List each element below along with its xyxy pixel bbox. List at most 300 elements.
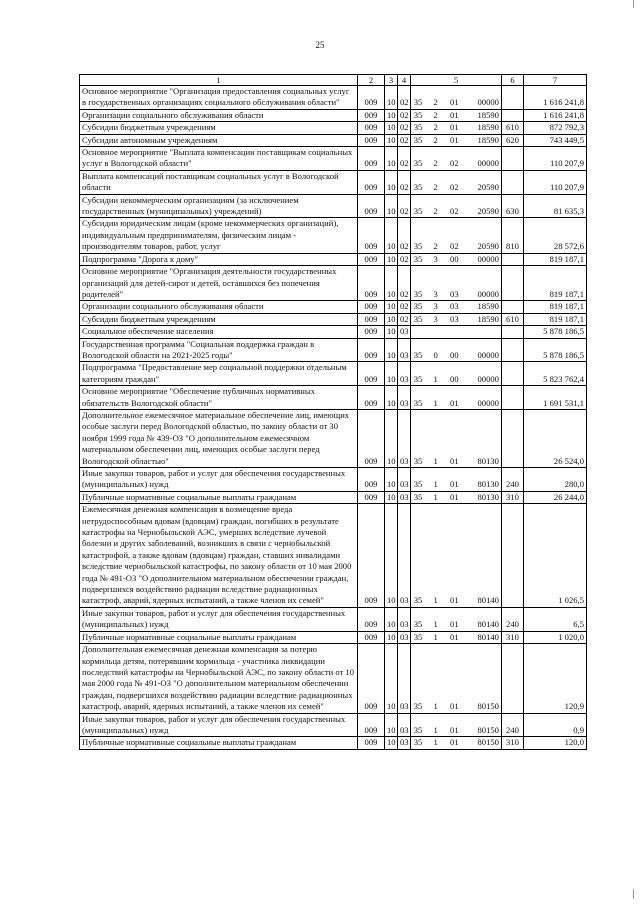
row-sum: 5 823 762,4	[524, 362, 587, 386]
row-sum: 120,0	[524, 737, 587, 749]
header-cell-sum: 7	[524, 75, 587, 86]
row-section: 10	[385, 313, 398, 325]
row-expense-type	[502, 253, 524, 265]
target-article-part-p1: 35	[413, 313, 423, 324]
target-article-part-p2: 0	[433, 349, 438, 360]
row-section: 10	[385, 644, 398, 713]
row-target-article	[411, 326, 502, 338]
row-section: 10	[385, 122, 398, 134]
row-sum: 1 026,5	[524, 504, 587, 608]
row-name: Выплата компенсаций поставщикам социальных услуг в Вологодской области	[80, 170, 358, 194]
table-row	[80, 338, 587, 362]
row-grbs: 009	[358, 313, 385, 325]
table-row	[80, 607, 587, 631]
row-subsection: 03	[398, 468, 411, 492]
budget-table	[79, 74, 587, 750]
table-row	[80, 631, 587, 643]
row-target-article	[411, 301, 502, 313]
table-row	[80, 326, 587, 338]
row-subsection: 03	[398, 644, 411, 713]
row-target-article	[411, 122, 502, 134]
row-name: Основное мероприятие "Выплата компенсации поставщикам социальных услуг в Вологодской области"	[80, 147, 358, 171]
row-expense-type: 610	[502, 122, 524, 134]
row-expense-type	[502, 86, 524, 110]
target-article-part-p3: 01	[450, 737, 459, 748]
target-article-part-p1: 35	[413, 301, 423, 312]
target-article-part-p4: 80140	[477, 595, 499, 606]
row-subsection: 03	[398, 713, 411, 737]
table-row	[80, 301, 587, 313]
header-cell-target-article: 5	[411, 75, 502, 86]
row-sum: 280,0	[524, 468, 587, 492]
row-expense-type: 310	[502, 631, 524, 643]
row-expense-type: 630	[502, 194, 524, 218]
row-subsection: 02	[398, 122, 411, 134]
target-article-part-p4: 00000	[477, 158, 499, 169]
row-expense-type	[502, 326, 524, 338]
row-target-article	[411, 109, 502, 121]
row-grbs: 009	[358, 644, 385, 713]
target-article-part-p1: 35	[413, 595, 423, 606]
row-expense-type: 240	[502, 607, 524, 631]
row-target-article	[411, 253, 502, 265]
row-sum: 872 792,3	[524, 122, 587, 134]
row-sum: 6,5	[524, 607, 587, 631]
target-article-part-p1: 35	[413, 122, 423, 133]
target-article-part-p1: 35	[413, 455, 423, 466]
row-subsection: 03	[398, 338, 411, 362]
target-article-part-p4: 18590	[477, 313, 499, 324]
target-article-part-p4: 80140	[477, 619, 499, 630]
target-article-part-p4: 80130	[477, 455, 499, 466]
row-target-article	[411, 86, 502, 110]
row-name: Организации социального обслуживания области	[80, 109, 358, 121]
row-section: 10	[385, 147, 398, 171]
row-name: Дополнительное ежемесячное материальное обеспечение лиц, имеющих особые заслуги перед Вологодской областью, по закону области от 30 ноября 1999 года № 439-ОЗ "О дополнительном ежемесячном материальном обеспечении лиц, имеющих особые заслуги перед Вологодской областью"	[80, 409, 358, 467]
target-article-part-p1: 35	[413, 701, 423, 712]
row-grbs: 009	[358, 468, 385, 492]
row-sum: 1 616 241,8	[524, 86, 587, 110]
row-section: 10	[385, 253, 398, 265]
target-article-part-p3: 01	[450, 134, 459, 145]
target-article-part-p1: 35	[413, 158, 423, 169]
table-row	[80, 713, 587, 737]
target-article-part-p2: 1	[433, 491, 438, 502]
row-grbs: 009	[358, 266, 385, 301]
target-article-part-p3: 01	[450, 122, 459, 133]
target-article-part-p2: 1	[433, 701, 438, 712]
target-article-part-p2: 1	[433, 479, 438, 490]
row-name: Субсидии некоммерческим организациям (за исключением государственных (муниципальных) учреждений)	[80, 194, 358, 218]
row-grbs: 009	[358, 362, 385, 386]
row-grbs: 009	[358, 194, 385, 218]
row-name: Субсидии юридическим лицам (кроме некоммерческих организаций), индивидуальным предпринимателям, физическим лицам - производителям товаров, работ, услуг	[80, 218, 358, 253]
row-target-article	[411, 386, 502, 410]
target-article-part-p3: 00	[450, 253, 459, 264]
target-article-part-p3: 02	[450, 182, 459, 193]
target-article-part-p2: 2	[433, 134, 438, 145]
target-article-part-p1: 35	[413, 253, 423, 264]
row-section: 10	[385, 301, 398, 313]
row-section: 10	[385, 607, 398, 631]
row-expense-type	[502, 644, 524, 713]
row-grbs: 009	[358, 122, 385, 134]
target-article-part-p3: 00	[450, 373, 459, 384]
target-article-part-p4: 80140	[477, 631, 499, 642]
target-article-part-p2: 1	[433, 397, 438, 408]
row-section: 10	[385, 86, 398, 110]
table-row	[80, 362, 587, 386]
row-sum: 110 207,9	[524, 170, 587, 194]
row-section: 10	[385, 134, 398, 146]
target-article-part-p3: 00	[450, 349, 459, 360]
row-grbs: 009	[358, 607, 385, 631]
row-subsection: 03	[398, 607, 411, 631]
row-sum: 819 187,1	[524, 266, 587, 301]
target-article-part-p2: 2	[433, 109, 438, 120]
row-name: Публичные нормативные социальные выплаты гражданам	[80, 737, 358, 749]
row-grbs: 009	[358, 631, 385, 643]
table-row	[80, 313, 587, 325]
row-target-article	[411, 170, 502, 194]
page-number: 25	[315, 40, 325, 50]
table-row	[80, 737, 587, 749]
row-target-article	[411, 737, 502, 749]
row-name: Иные закупки товаров, работ и услуг для обеспечения государственных (муниципальных) нужд	[80, 468, 358, 492]
row-subsection: 03	[398, 631, 411, 643]
table-row	[80, 386, 587, 410]
row-expense-type: 810	[502, 218, 524, 253]
row-subsection: 02	[398, 170, 411, 194]
target-article-part-p3: 03	[450, 301, 459, 312]
target-article-part-p2: 2	[433, 97, 438, 108]
row-grbs: 009	[358, 713, 385, 737]
target-article-part-p3: 02	[450, 158, 459, 169]
row-grbs: 009	[358, 386, 385, 410]
row-expense-type	[502, 301, 524, 313]
table-row	[80, 409, 587, 467]
target-article-part-p2: 2	[433, 158, 438, 169]
target-article-part-p4: 00000	[477, 349, 499, 360]
target-article-part-p4: 20590	[477, 182, 499, 193]
target-article-part-p2: 3	[433, 301, 438, 312]
table-row	[80, 253, 587, 265]
scan-mark	[633, 889, 634, 899]
target-article-part-p2: 2	[433, 182, 438, 193]
row-subsection: 03	[398, 386, 411, 410]
row-target-article	[411, 147, 502, 171]
row-subsection: 02	[398, 313, 411, 325]
target-article-part-p1: 35	[413, 288, 423, 299]
row-sum: 1 691 531,1	[524, 386, 587, 410]
row-target-article	[411, 218, 502, 253]
row-section: 10	[385, 194, 398, 218]
target-article-part-p3: 01	[450, 455, 459, 466]
target-article-part-p2: 2	[433, 122, 438, 133]
row-grbs: 009	[358, 134, 385, 146]
row-name: Публичные нормативные социальные выплаты гражданам	[80, 631, 358, 643]
target-article-part-p1: 35	[413, 109, 423, 120]
row-sum: 120,9	[524, 644, 587, 713]
target-article-part-p4: 00000	[477, 288, 499, 299]
header-cell-subsection: 4	[398, 75, 411, 86]
row-subsection: 02	[398, 86, 411, 110]
row-sum: 743 449,5	[524, 134, 587, 146]
row-grbs: 009	[358, 338, 385, 362]
row-name: Социальное обеспечение населения	[80, 326, 358, 338]
table-row	[80, 109, 587, 121]
row-name: Субсидии бюджетным учреждениям	[80, 122, 358, 134]
row-section: 10	[385, 491, 398, 503]
target-article-part-p2: 1	[433, 455, 438, 466]
row-sum: 0,9	[524, 713, 587, 737]
row-target-article	[411, 194, 502, 218]
target-article-part-p4: 00000	[477, 97, 499, 108]
table-row	[80, 491, 587, 503]
row-subsection: 03	[398, 504, 411, 608]
target-article-part-p2: 3	[433, 253, 438, 264]
row-name: Основное мероприятие "Организация деятельности государственных организаций для детей-сирот и детей, оставшихся без попечения родителей"	[80, 266, 358, 301]
table-row	[80, 218, 587, 253]
row-expense-type	[502, 362, 524, 386]
row-section: 10	[385, 737, 398, 749]
row-subsection: 03	[398, 362, 411, 386]
table-row	[80, 147, 587, 171]
target-article-part-p1: 35	[413, 397, 423, 408]
table-row	[80, 644, 587, 713]
row-sum: 110 207,9	[524, 147, 587, 171]
target-article-part-p4: 80130	[477, 479, 499, 490]
target-article-part-p1: 35	[413, 373, 423, 384]
target-article-part-p4: 80130	[477, 491, 499, 502]
row-section: 10	[385, 631, 398, 643]
table-row	[80, 86, 587, 110]
target-article-part-p4: 18590	[477, 134, 499, 145]
target-article-part-p4: 18590	[477, 301, 499, 312]
row-grbs: 009	[358, 218, 385, 253]
row-expense-type: 620	[502, 134, 524, 146]
target-article-part-p3: 01	[450, 701, 459, 712]
row-grbs: 009	[358, 86, 385, 110]
target-article-part-p4: 00000	[477, 397, 499, 408]
target-article-part-p1: 35	[413, 206, 423, 217]
target-article-part-p3: 01	[450, 724, 459, 735]
row-name: Подпрограмма "Дорога к дому"	[80, 253, 358, 265]
row-target-article	[411, 468, 502, 492]
row-name: Субсидии бюджетным учреждениям	[80, 313, 358, 325]
row-name: Дополнительная ежемесячная денежная компенсация за потерю кормильца детям, потерявшим кормильца - участника ликвидации последствий катастрофы на Чернобыльской АЭС, по закону области от 10 мая 2000 года № 491-ОЗ "О дополнительном материальном обеспечении граждан, подвергшихся воздействию радиации вследствие радиационных катастроф, аварий, ядерных испытаний, а также членов их семей"	[80, 644, 358, 713]
row-grbs: 009	[358, 737, 385, 749]
row-target-article	[411, 504, 502, 608]
target-article-part-p4: 18590	[477, 109, 499, 120]
table-body	[80, 86, 587, 750]
row-expense-type	[502, 147, 524, 171]
row-expense-type: 310	[502, 491, 524, 503]
row-grbs: 009	[358, 301, 385, 313]
target-article-part-p1: 35	[413, 241, 423, 252]
row-grbs: 009	[358, 504, 385, 608]
target-article-part-p1: 35	[413, 619, 423, 630]
target-article-part-p4: 80150	[477, 724, 499, 735]
row-subsection: 03	[398, 737, 411, 749]
row-grbs: 009	[358, 491, 385, 503]
table-row	[80, 194, 587, 218]
row-name: Иные закупки товаров, работ и услуг для обеспечения государственных (муниципальных) нужд	[80, 713, 358, 737]
target-article-part-p4: 20590	[477, 241, 499, 252]
row-name: Подпрограмма "Предоставление мер социальной поддержки отдельным категориям граждан"	[80, 362, 358, 386]
row-section: 10	[385, 362, 398, 386]
row-name: Субсидии автономным учреждениям	[80, 134, 358, 146]
row-target-article	[411, 631, 502, 643]
row-grbs: 009	[358, 409, 385, 467]
row-expense-type: 310	[502, 737, 524, 749]
row-section: 10	[385, 409, 398, 467]
target-article-part-p3: 01	[450, 595, 459, 606]
row-expense-type: 240	[502, 468, 524, 492]
target-article-part-p2: 1	[433, 631, 438, 642]
row-grbs: 009	[358, 109, 385, 121]
row-grbs: 009	[358, 253, 385, 265]
target-article-part-p1: 35	[413, 182, 423, 193]
header-cell-section: 3	[385, 75, 398, 86]
row-subsection: 03	[398, 491, 411, 503]
row-subsection: 02	[398, 134, 411, 146]
row-target-article	[411, 134, 502, 146]
target-article-part-p4: 00000	[477, 253, 499, 264]
target-article-part-p1: 35	[413, 349, 423, 360]
target-article-part-p1: 35	[413, 631, 423, 642]
target-article-part-p2: 2	[433, 241, 438, 252]
row-grbs: 009	[358, 170, 385, 194]
row-subsection: 02	[398, 218, 411, 253]
row-sum: 1 616 241,8	[524, 109, 587, 121]
target-article-part-p3: 01	[450, 479, 459, 490]
row-target-article	[411, 266, 502, 301]
target-article-part-p3: 01	[450, 631, 459, 642]
table-row	[80, 170, 587, 194]
row-name: Основное мероприятие "Организация предоставления социальных услуг в государственных организациях социального обслуживания области"	[80, 86, 358, 110]
row-section: 10	[385, 468, 398, 492]
row-grbs: 009	[358, 326, 385, 338]
row-expense-type	[502, 170, 524, 194]
table-row	[80, 122, 587, 134]
row-subsection: 02	[398, 194, 411, 218]
row-target-article	[411, 362, 502, 386]
target-article-part-p2: 1	[433, 737, 438, 748]
row-sum: 819 187,1	[524, 313, 587, 325]
row-section: 10	[385, 386, 398, 410]
target-article-part-p3: 03	[450, 288, 459, 299]
target-article-part-p3: 02	[450, 241, 459, 252]
row-name: Основное мероприятие "Обеспечение публичных нормативных обязательств Вологодской области"	[80, 386, 358, 410]
row-section: 10	[385, 170, 398, 194]
row-section: 10	[385, 713, 398, 737]
target-article-part-p2: 1	[433, 595, 438, 606]
row-sum: 819 187,1	[524, 301, 587, 313]
target-article-part-p1: 35	[413, 491, 423, 502]
row-target-article	[411, 491, 502, 503]
row-sum: 5 878 186,5	[524, 338, 587, 362]
target-article-part-p2: 1	[433, 619, 438, 630]
table-row	[80, 266, 587, 301]
target-article-part-p4: 80150	[477, 701, 499, 712]
header-cell-expense-type: 6	[502, 75, 524, 86]
row-target-article	[411, 338, 502, 362]
row-name: Публичные нормативные социальные выплаты гражданам	[80, 491, 358, 503]
row-expense-type	[502, 409, 524, 467]
row-section: 10	[385, 504, 398, 608]
target-article-part-p2: 1	[433, 724, 438, 735]
row-target-article	[411, 644, 502, 713]
row-subsection: 02	[398, 253, 411, 265]
row-target-article	[411, 607, 502, 631]
target-article-part-p2: 3	[433, 288, 438, 299]
row-subsection: 03	[398, 409, 411, 467]
row-name: Иные закупки товаров, работ и услуг для обеспечения государственных (муниципальных) нужд	[80, 607, 358, 631]
target-article-part-p2: 3	[433, 313, 438, 324]
row-target-article	[411, 409, 502, 467]
row-subsection: 03	[398, 326, 411, 338]
target-article-part-p2: 2	[433, 206, 438, 217]
target-article-part-p1: 35	[413, 724, 423, 735]
row-expense-type: 240	[502, 713, 524, 737]
row-sum: 1 020,0	[524, 631, 587, 643]
target-article-part-p3: 01	[450, 109, 459, 120]
row-subsection: 02	[398, 301, 411, 313]
row-expense-type	[502, 386, 524, 410]
scan-mark	[633, 0, 634, 8]
target-article-part-p1: 35	[413, 134, 423, 145]
row-grbs: 009	[358, 147, 385, 171]
row-name: Ежемесячная денежная компенсация в возмещение вреда нетрудоспособным вдовам (вдовцам) граждан, погибших в результате катастрофы на Чернобыльской АЭС, умерших вследствие лучевой болезни и других заболеваний, возникших в связи с чернобыльской катастрофой, а также вдовам (вдовцам) граждан, ставших инвалидами вследствие чернобыльской катастрофы, по закону области от 10 мая 2000 года № 491-ОЗ "О дополнительном материальном обеспечении граждан, подвергшихся воздействию радиации вследствие радиационных катастроф, аварий, ядерных испытаний, а также членов их семей"	[80, 504, 358, 608]
header-cell-name: 1	[80, 75, 358, 86]
target-article-part-p4: 18590	[477, 122, 499, 133]
target-article-part-p1: 35	[413, 479, 423, 490]
row-expense-type: 610	[502, 313, 524, 325]
row-subsection: 02	[398, 147, 411, 171]
table-row	[80, 504, 587, 608]
row-section: 10	[385, 218, 398, 253]
row-sum: 28 572,6	[524, 218, 587, 253]
row-section: 10	[385, 338, 398, 362]
row-subsection: 02	[398, 266, 411, 301]
row-sum: 819 187,1	[524, 253, 587, 265]
row-section: 10	[385, 326, 398, 338]
row-expense-type	[502, 109, 524, 121]
row-name: Организации социального обслуживания области	[80, 301, 358, 313]
row-expense-type	[502, 504, 524, 608]
row-sum: 81 635,3	[524, 194, 587, 218]
table-header-row	[80, 75, 587, 86]
row-sum: 26 244,0	[524, 491, 587, 503]
table-row	[80, 134, 587, 146]
target-article-part-p1: 35	[413, 737, 423, 748]
target-article-part-p3: 01	[450, 619, 459, 630]
row-target-article	[411, 713, 502, 737]
row-sum: 5 878 186,5	[524, 326, 587, 338]
header-cell-grbs: 2	[358, 75, 385, 86]
target-article-part-p3: 03	[450, 313, 459, 324]
table-row	[80, 468, 587, 492]
target-article-part-p4: 20590	[477, 206, 499, 217]
target-article-part-p3: 01	[450, 397, 459, 408]
row-expense-type	[502, 266, 524, 301]
row-name: Государственная программа "Социальная поддержка граждан в Вологодской области на 2021-2025 годы"	[80, 338, 358, 362]
target-article-part-p3: 01	[450, 97, 459, 108]
row-subsection: 02	[398, 109, 411, 121]
target-article-part-p4: 00000	[477, 373, 499, 384]
row-section: 10	[385, 266, 398, 301]
